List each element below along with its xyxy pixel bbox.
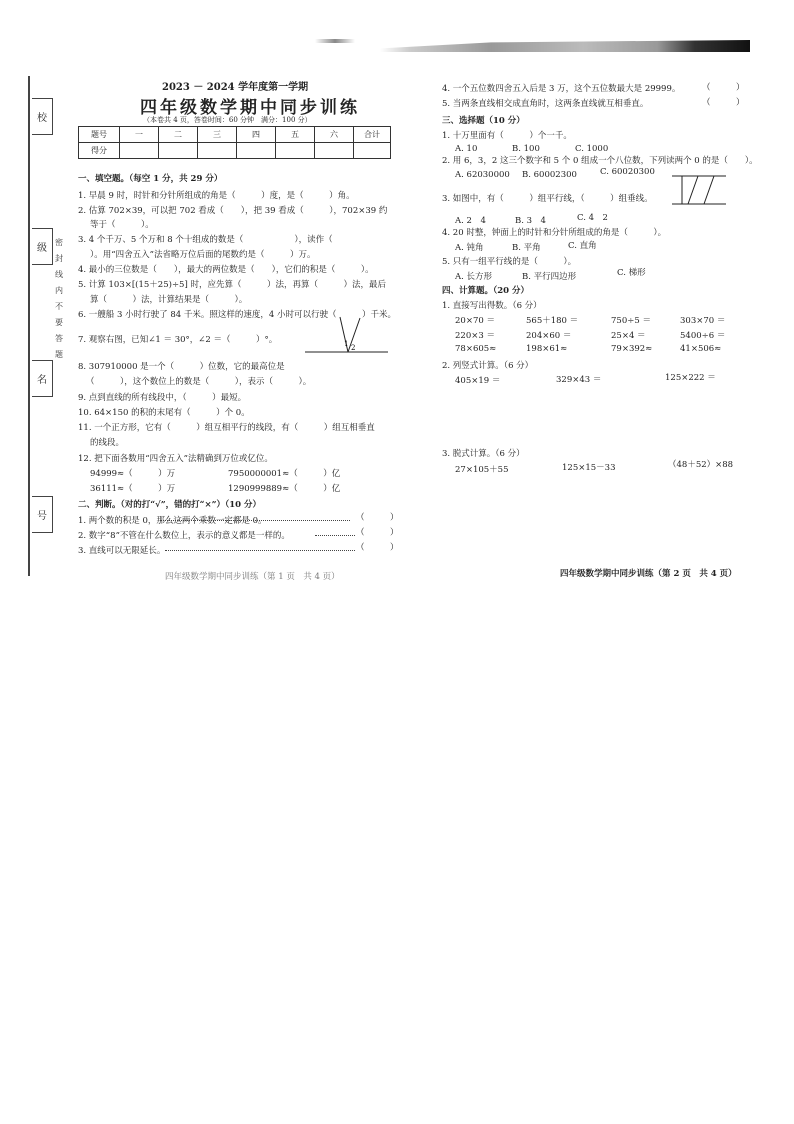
stepwise-item: 125×15－33 — [562, 463, 616, 473]
question-7: 7. 观察右图，已知∠1 ＝ 30°，∠2 ＝（ ）°。 — [78, 335, 278, 345]
choice-3-option-a: A. 2 4 — [455, 216, 486, 226]
oral-item: 198×61≈ — [526, 344, 568, 354]
question-11: 11. 一个正方形，它有（ ）组互相平行的线段，有（ ）组互相垂直 — [78, 423, 375, 433]
angle-label-1: 1 — [344, 340, 349, 348]
choice-3-option-b: B. 3 4 — [515, 216, 546, 226]
oral-item: 303×70 ＝ — [680, 316, 726, 326]
seal-char: 不 — [55, 302, 63, 311]
choice-2: 2. 用 6，3，2 这三个数字和 5 个 0 组成一个八位数，下列读两个 0 的是（ ）。 — [442, 156, 758, 166]
question-11-cont: 的线段。 — [90, 438, 125, 448]
scan-shadow-bar — [380, 40, 750, 52]
score-cell[interactable] — [198, 143, 237, 159]
vertical-calc-title: 2. 列竖式计算。（6 分） — [442, 361, 534, 371]
page-footer-right: 四年级数学期中同步训练（第 2 页 共 4 页） — [560, 569, 737, 579]
oral-item: 78×605≈ — [455, 344, 497, 354]
score-col-header: 三 — [198, 127, 237, 143]
score-col-header: 五 — [276, 127, 315, 143]
stepwise-calc-title: 3. 脱式计算。（6 分） — [442, 449, 525, 459]
choice-3-option-c: C. 4 2 — [577, 213, 608, 223]
choice-2-option-a: A. 62030000 — [455, 170, 510, 180]
seal-char: 答 — [55, 334, 63, 343]
seal-char: 密 — [55, 238, 63, 247]
round-item: 7950000001≈（ ）亿 — [228, 469, 341, 479]
vertical-item: 125×222 ＝ — [665, 373, 716, 383]
question-6: 6. 一艘船 3 小时行驶了 84 千米。照这样的速度，4 小时可以行驶（ ）千米。 — [78, 310, 396, 320]
choice-4-option-c: C. 直角 — [568, 241, 597, 251]
judge-5: 5. 当两条直线相交成直角时，这两条直线就互相垂直。 — [442, 99, 649, 109]
angle-label-2: 2 — [351, 344, 356, 352]
parallel-lines-figure — [668, 172, 728, 208]
choice-1: 1. 十万里面有（ ）个一千。 — [442, 131, 572, 141]
page-title: 四年级数学期中同步训练 — [140, 98, 360, 118]
score-cell[interactable] — [237, 143, 276, 159]
dot-leader — [160, 512, 350, 521]
page-footer-left: 四年级数学期中同步训练（第 1 页 共 4 页） — [165, 572, 340, 582]
question-12: 12. 把下面各数用“四舍五入”法精确到万位或亿位。 — [78, 454, 273, 464]
binding-label-name: 名 — [32, 360, 53, 397]
stepwise-item: 27×105＋55 — [455, 465, 509, 475]
choice-1-option-b: B. 100 — [512, 144, 540, 154]
question-3: 3. 4 个千万、5 个万和 8 个十组成的数是（ ），读作（ — [78, 235, 333, 245]
vertical-item: 329×43 ＝ — [556, 375, 602, 385]
stepwise-item: （48＋52）×88 — [668, 460, 734, 470]
vertical-item: 405×19 ＝ — [455, 376, 501, 386]
oral-item: 204×60 ＝ — [526, 331, 572, 341]
score-col-header: 四 — [237, 127, 276, 143]
question-5: 5. 计算 103×[(15＋25)÷5] 时，应先算（ ）法，再算（ ）法，最后 — [78, 280, 386, 290]
choice-1-option-c: C. 1000 — [575, 144, 609, 154]
choice-5-option-a: A. 长方形 — [455, 272, 493, 282]
scan-streak — [315, 39, 355, 43]
score-col-header: 一 — [120, 127, 159, 143]
judge-answer-paren[interactable]: （ ） — [702, 98, 745, 108]
round-item: 36111≈（ ）万 — [90, 484, 176, 494]
score-cell[interactable] — [120, 143, 159, 159]
choice-2-option-b: B. 60002300 — [522, 170, 577, 180]
choice-5: 5. 只有一组平行线的是（ ）。 — [442, 257, 577, 267]
question-1: 1. 早晨 9 时，时针和分针所组成的角是（ ）度，是（ ）角。 — [78, 191, 355, 201]
score-row-label: 得分 — [79, 143, 120, 159]
question-3-cont: ）。用“四舍五入”法省略万位后面的尾数约是（ ）万。 — [90, 250, 316, 260]
oral-item: 750÷5 ＝ — [611, 316, 651, 326]
choice-1-option-a: A. 10 — [455, 144, 478, 154]
choice-2-option-c: C. 60020300 — [600, 167, 655, 177]
score-cell[interactable] — [315, 143, 354, 159]
section-choice-title: 三、选择题（10 分） — [442, 116, 525, 126]
section-judge-title: 二、判断。（对的打“√”，错的打“×”）（10 分） — [78, 500, 262, 510]
judge-4: 4. 一个五位数四舍五入后是 3 万，这个五位数最大是 29999。 — [442, 84, 681, 94]
choice-4: 4. 20 时整，钟面上的时针和分针所组成的角是（ ）。 — [442, 228, 667, 238]
question-4: 4. 最小的三位数是（ ），最大的两位数是（ ），它们的积是（ ）。 — [78, 265, 374, 275]
score-cell[interactable] — [354, 143, 391, 159]
school-year: 2023 － 2024 学年度第一学期 — [162, 82, 309, 93]
score-cell[interactable] — [159, 143, 198, 159]
oral-item: 20×70 ＝ — [455, 316, 495, 326]
oral-item: 5400÷6 ＝ — [680, 331, 726, 341]
score-col-header: 六 — [315, 127, 354, 143]
choice-4-option-a: A. 钝角 — [455, 243, 484, 253]
score-table — [78, 126, 391, 159]
question-2-cont: 等于（ ）。 — [90, 220, 154, 230]
oral-item: 79×392≈ — [611, 344, 653, 354]
judge-1: 1. 两个数的积是 0，那么这两个乘数一定都是 0。 — [78, 516, 267, 526]
oral-item: 41×506≈ — [680, 344, 722, 354]
choice-3: 3. 如图中，有（ ）组平行线，（ ）组垂线。 — [442, 194, 653, 204]
oral-item: 565＋180 ＝ — [526, 316, 579, 326]
judge-answer-paren[interactable]: （ ） — [356, 543, 399, 553]
choice-4-option-b: B. 平角 — [512, 243, 541, 253]
question-8: 8. 307910000 是一个（ ）位数，它的最高位是 — [78, 362, 285, 372]
oral-calc-title: 1. 直接写出得数。（6 分） — [442, 301, 542, 311]
dot-leader — [315, 527, 355, 536]
seal-char: 题 — [55, 350, 63, 359]
judge-2: 2. 数字“8”不管在什么数位上，表示的意义都是一样的。 — [78, 531, 290, 541]
question-2: 2. 估算 702×39，可以把 702 看成（ ），把 39 看成（ ），702×39 约 — [78, 206, 388, 216]
round-item: 1290999889≈（ ）亿 — [228, 484, 341, 494]
seal-char: 要 — [55, 318, 63, 327]
seal-char: 内 — [55, 286, 63, 295]
section-calc-title: 四、计算题。（20 分） — [442, 286, 530, 296]
question-5-cont: 算（ ）法，计算结果是（ ）。 — [90, 295, 248, 305]
binding-label-school: 校 — [32, 98, 53, 135]
oral-item: 25×4 ＝ — [611, 331, 646, 341]
exam-note: （本卷共 4 页，答卷时间：60 分钟 满分：100 分） — [143, 116, 312, 124]
choice-5-option-c: C. 梯形 — [617, 268, 646, 278]
oral-item: 220×3 ＝ — [455, 331, 495, 341]
score-col-header: 合计 — [354, 127, 391, 143]
question-10: 10. 64×150 的积的末尾有（ ）个 0。 — [78, 408, 250, 418]
choice-5-option-b: B. 平行四边形 — [522, 272, 577, 282]
question-9: 9. 点到直线的所有线段中，（ ）最短。 — [78, 393, 247, 403]
seal-char: 线 — [55, 270, 63, 279]
score-col-header: 二 — [159, 127, 198, 143]
seal-char: 封 — [55, 254, 63, 263]
binding-label-number: 号 — [32, 496, 53, 533]
question-8-cont: （ ），这个数位上的数是（ ），表示（ ）。 — [86, 377, 312, 387]
judge-3: 3. 直线可以无限延长。 — [78, 546, 166, 556]
dot-leader — [165, 542, 355, 551]
section-fill-blank-title: 一、填空题。（每空 1 分，共 29 分） — [78, 174, 223, 184]
seal-line-text — [55, 235, 63, 363]
judge-answer-paren[interactable]: （ ） — [356, 528, 399, 538]
judge-answer-paren[interactable]: （ ） — [356, 513, 399, 523]
judge-answer-paren[interactable]: （ ） — [702, 83, 745, 93]
round-item: 94999≈（ ）万 — [90, 469, 176, 479]
binding-label-class: 级 — [32, 228, 53, 265]
score-cell[interactable] — [276, 143, 315, 159]
score-row-label: 题号 — [79, 127, 120, 143]
angle-figure — [300, 314, 390, 359]
